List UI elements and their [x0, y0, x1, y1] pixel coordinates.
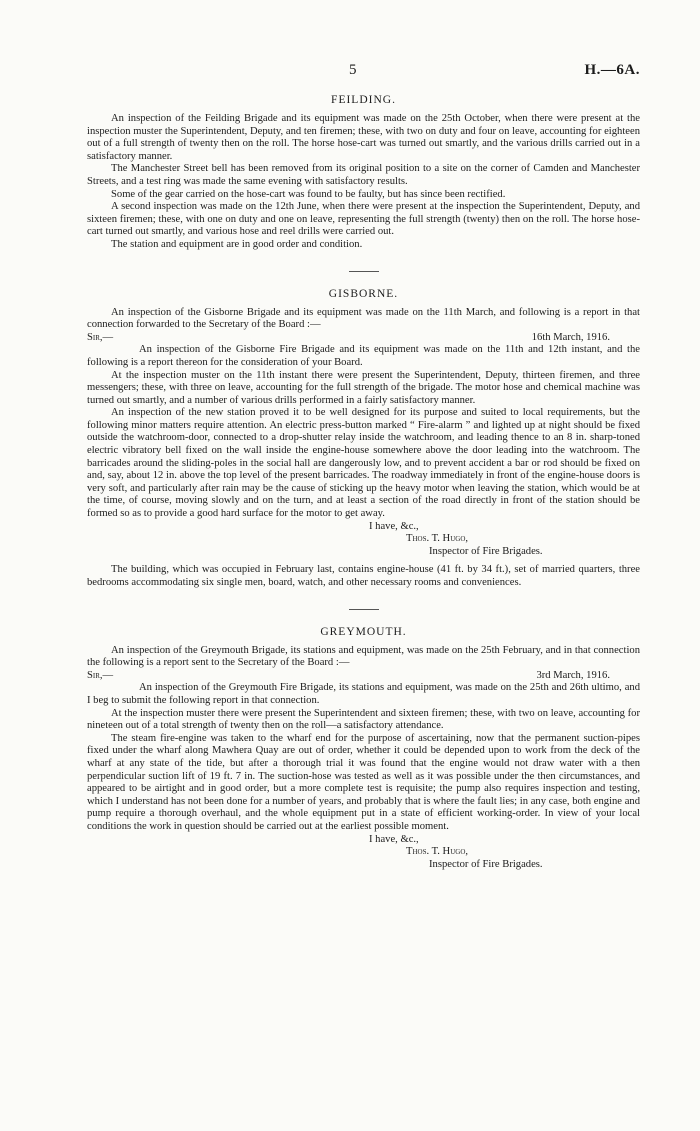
greymouth-section [87, 626, 640, 872]
section-title-greymouth: GREYMOUTH. [320, 625, 407, 638]
document-reference: H.—6A. [584, 62, 640, 78]
paragraph: An inspection of the Greymouth Brigade, its stations and equipment, was made on the 25th February, and in that connection the following is a report sent to the Secretary of the Board :— [87, 644, 640, 669]
section-divider [349, 609, 379, 610]
salutation: Sir,— [87, 669, 114, 681]
letter-date: 16th March, 1916. [531, 331, 610, 343]
section-title-gisborne: GISBORNE. [328, 287, 399, 300]
paragraph: The steam fire-engine was taken to the wharf end for the purpose of ascertaining, now that the permanent suction-pipes fixed under the wharf along Mawhera Quay are out of order, whether it could be depended upon to work from the deck of the wharf at any state of the tide, but after a thorough trial it was found that the engine would not draw water with a then perpendicular suction lift of 19 ft. 7 in. The suction-hose was tested as well as it was possible under the then circumstances, and appeared to be airtight and in good order, but a more complete test is requisite; the pump also requires inspection and testing, which I understand has not been done for a number of years, and probably that is where the fault lies; in any case, both engine and pump require a thorough overhaul, and the whole equipment put in a state of efficient working-order. In view of your local conditions the work in question should be carried out at the earliest possible moment. [87, 732, 640, 832]
paragraph: An inspection of the Gisborne Fire Brigade and its equipment was made on the 11th and 12th instant, and the following is a report thereon for the consideration of your Board. [87, 344, 640, 368]
paragraph: The station and equipment are in good order and condition. [111, 238, 363, 250]
section-divider [349, 271, 379, 272]
salutation: Sir,— [87, 331, 114, 343]
signer-name: Thos. T. Hugo, [406, 846, 469, 858]
gisborne-section [87, 288, 640, 590]
letter-closing: I have, &c., [369, 520, 419, 532]
signer-title: Inspector of Fire Brigades. [429, 545, 543, 557]
feilding-section [87, 94, 640, 252]
page-number: 5 [349, 62, 357, 78]
paragraph: A second inspection was made on the 12th June, when there were present at the inspection the Superintendent, Deputy, and sixteen firemen; these, with one on duty and one on leave, representing the full strength (twenty) then on the roll. The horse hose-cart turned out smartly, and various hose and reel drills were carried out. [87, 201, 640, 238]
document-page [87, 62, 640, 871]
paragraph: An inspection of the Greymouth Fire Brigade, its stations and equipment, was made on the 25th and 26th ultimo, and I beg to submit the following report in that connection. [87, 682, 640, 706]
paragraph: The building, which was occupied in February last, contains engine-house (41 ft. by 34 ft.), set of married quarters, three bedrooms accommodating six single men, board, watch, and other necessary rooms and conveniences. [87, 564, 640, 588]
paragraph: At the inspection muster there were present the Superintendent and sixteen firemen; these, with two on leave, accounting for nineteen out of a total strength of twenty then on the roll—a satisfactory attendance. [87, 707, 640, 732]
letter-closing: I have, &c., [369, 833, 419, 845]
paragraph: The Manchester Street bell has been removed from its original position to a site on the corner of Camden and Manchester Streets, and a test ring was made the same evening with satisfactory results. [87, 163, 640, 187]
section-title-feilding: FEILDING. [331, 94, 396, 106]
letter-heading [87, 332, 640, 345]
paragraph: At the inspection muster on the 11th instant there were present the Superintendent, Deputy, thirteen firemen, and three messengers; these, with three on leave, accounting for the full strength of the brigade. The motor hose and chemical machine was turned out smartly, and a number of various drills performed in a fairly satisfactory manner. [87, 369, 640, 406]
paragraph: Some of the gear carried on the hose-cart was found to be faulty, but has since been rectified. [111, 188, 506, 200]
paragraph: An inspection of the Gisborne Brigade and its equipment was made on the 11th March, and following is a report in that connection forwarded to the Secretary of the Board :— [87, 306, 640, 331]
signer-name: Thos. T. Hugo, [406, 533, 469, 545]
signer-title: Inspector of Fire Brigades. [429, 858, 543, 870]
paragraph: An inspection of the Feilding Brigade and its equipment was made on the 25th October, when there were present at the inspection muster the Superintendent, Deputy, and ten firemen; these, with two on duty and four on leave, accounting for eighteen out of a full strength of twenty then on the roll. The horse hose-cart was turned out smartly, and the various drills carried out in a satisfactory manner. [87, 113, 640, 162]
paragraph: An inspection of the new station proved it to be well designed for its purpose and suited to local requirements, but the following minor matters require attention. An electric press-button marked “ Fire-alarm ” and lighted up at night should be fixed outside the watchroom-door, connected to a drop-shutter relay inside the watchroom, and leading thence to an 8 in. sharp-toned electric vibratory bell fixed on the wall inside the engine-house somewhere above the door leading into the watchroom. The barricades around the sliding-poles in the social hall are dangerously low, and to prevent accident a bar or rod should be fixed on and, say, about 12 in. above the top level of the present barricades. The roadway immediately in front of the engine-house doors is very soft, and particularly after rain may be the cause of sticking up the heavy motor when leaving the station, which would be at the time, of course, moving slowly and on the turn, and at least a section of the road directly in front of the station should be formed so as to provide a good hard surface for the motor to get away. [87, 407, 640, 520]
letter-heading [87, 670, 640, 683]
page-header [87, 62, 640, 88]
letter-date: 3rd March, 1916. [536, 669, 610, 681]
